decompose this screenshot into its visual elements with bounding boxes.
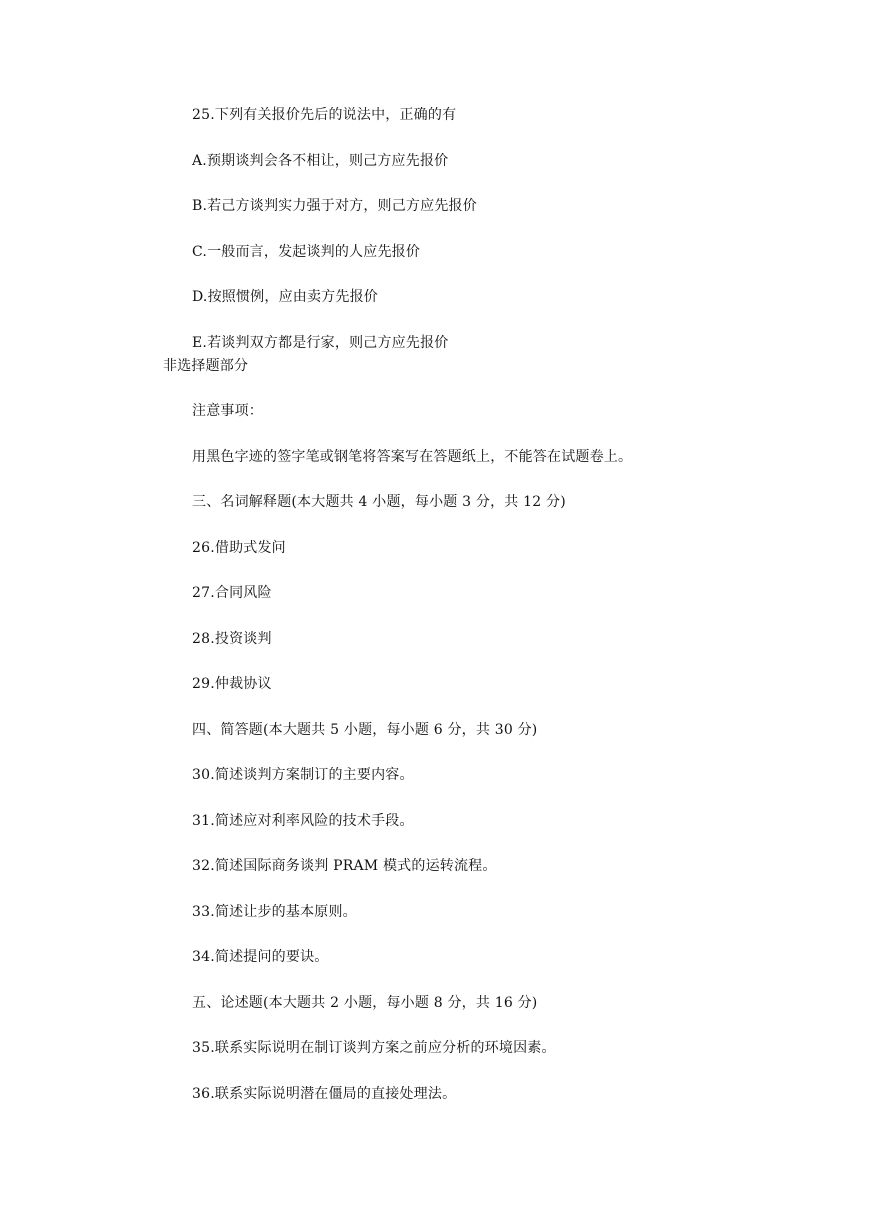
question-28: 28.投资谈判 bbox=[192, 631, 272, 647]
question-25-option-a: A.预期谈判会各不相让，则己方应先报价 bbox=[192, 153, 449, 169]
section-4-title: 四、简答题(本大题共 5 小题，每小题 6 分，共 30 分) bbox=[192, 722, 538, 738]
section-5-title: 五、论述题(本大题共 2 小题，每小题 8 分，共 16 分) bbox=[192, 995, 538, 1011]
question-34: 34.简述提问的要诀。 bbox=[192, 949, 329, 965]
question-35: 35.联系实际说明在制订谈判方案之前应分析的环境因素。 bbox=[192, 1040, 556, 1056]
question-26: 26.借助式发问 bbox=[192, 540, 286, 556]
question-25-option-c: C.一般而言，发起谈判的人应先报价 bbox=[192, 244, 421, 260]
question-29: 29.仲裁协议 bbox=[192, 676, 272, 692]
question-30: 30.简述谈判方案制订的主要内容。 bbox=[192, 767, 414, 783]
question-25-option-b: B.若己方谈判实力强于对方，则己方应先报价 bbox=[192, 198, 477, 214]
question-25-stem: 25.下列有关报价先后的说法中，正确的有 bbox=[192, 107, 457, 123]
part-title: 非选择题部分 bbox=[163, 358, 249, 374]
notice-heading: 注意事项： bbox=[192, 403, 263, 419]
question-27: 27.合同风险 bbox=[192, 585, 272, 601]
question-31: 31.简述应对利率风险的技术手段。 bbox=[192, 813, 414, 829]
section-3-title: 三、名词解释题(本大题共 4 小题，每小题 3 分，共 12 分) bbox=[192, 494, 566, 510]
notice-text: 用黑色字迹的签字笔或钢笔将答案写在答题纸上，不能答在试题卷上。 bbox=[192, 449, 633, 465]
question-25-option-d: D.按照惯例，应由卖方先报价 bbox=[192, 289, 378, 305]
question-32: 32.简述国际商务谈判 PRAM 模式的运转流程。 bbox=[192, 858, 497, 874]
question-33: 33.简述让步的基本原则。 bbox=[192, 904, 357, 920]
question-25-option-e: E.若谈判双方都是行家，则己方应先报价 bbox=[192, 335, 449, 351]
question-36: 36.联系实际说明潜在僵局的直接处理法。 bbox=[192, 1086, 457, 1102]
